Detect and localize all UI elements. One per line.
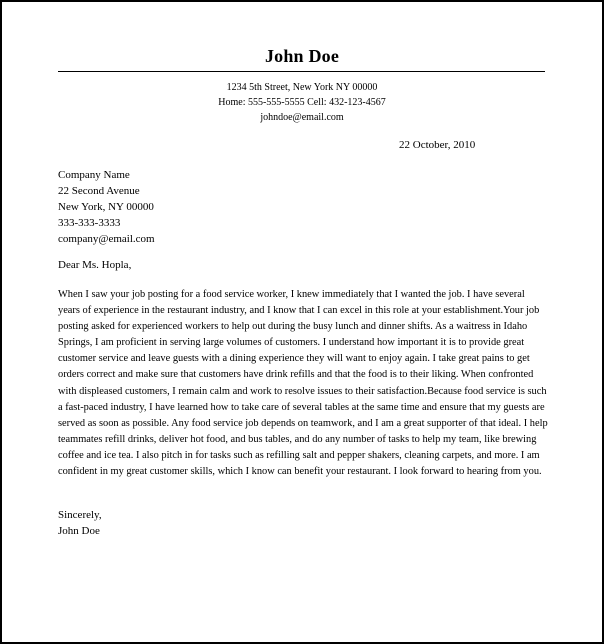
sender-name: John Doe (264, 46, 340, 66)
sender-address: 1234 5th Street, New York NY 00000 (226, 82, 378, 93)
sender-phone: Home: 555-555-5555 Cell: 432-123-4567 (218, 97, 386, 108)
letter-date: 22 October, 2010 (399, 139, 476, 151)
letter-body: When I saw your job posting for a food service worker, I knew immediately that I wanted the job. I have several years of experience in the restaurant industry, and I know that I can excel in this role at your establishment.Your job posting asked for experienced workers to help out during the busy lunch and dinner shifts. As a waitress in Idaho Springs, I am proficient in serving large volumes of customers. I understand how important it is to provide great customer service and leave guests with a dining experience they will want to enjoy again. I take great pains to get orders correct and make sure that customers have drink refills and that the food is to their liking. When confronted with displeased customers, I remain calm and work to resolve issues to their satisfaction.Because food service is such a fast-paced industry, I have learned how to take care of several tables at the same time and ensure that my guests are served as soon as possible. Any food service job depends on teamwork, and I am a great supporter of that ideal. I help teammates refill drinks, deliver hot food, and bus tables, and do any number of tasks to help my team, like brewing coffee and ice tea. I also pitch in for tasks such as refilling salt and pepper shakers, cleaning carpets, and more. I am confident in my great customer skills, which I know can benefit your restaurant. I look forward to hearing from you. (58, 289, 548, 478)
recipient-company: Company Name (58, 169, 130, 181)
recipient-city: New York, NY 00000 (58, 201, 154, 213)
salutation: Dear Ms. Hopla, (58, 259, 132, 271)
sender-email: johndoe@email.com (260, 112, 344, 123)
recipient-phone: 333-333-3333 (58, 217, 121, 229)
recipient-block (58, 167, 155, 247)
signature: John Doe (58, 525, 100, 537)
header-divider (58, 71, 545, 72)
recipient-street: 22 Second Avenue (58, 185, 140, 197)
closing-block (58, 507, 102, 539)
recipient-email: company@email.com (58, 233, 155, 245)
valediction: Sincerely, (58, 509, 102, 521)
